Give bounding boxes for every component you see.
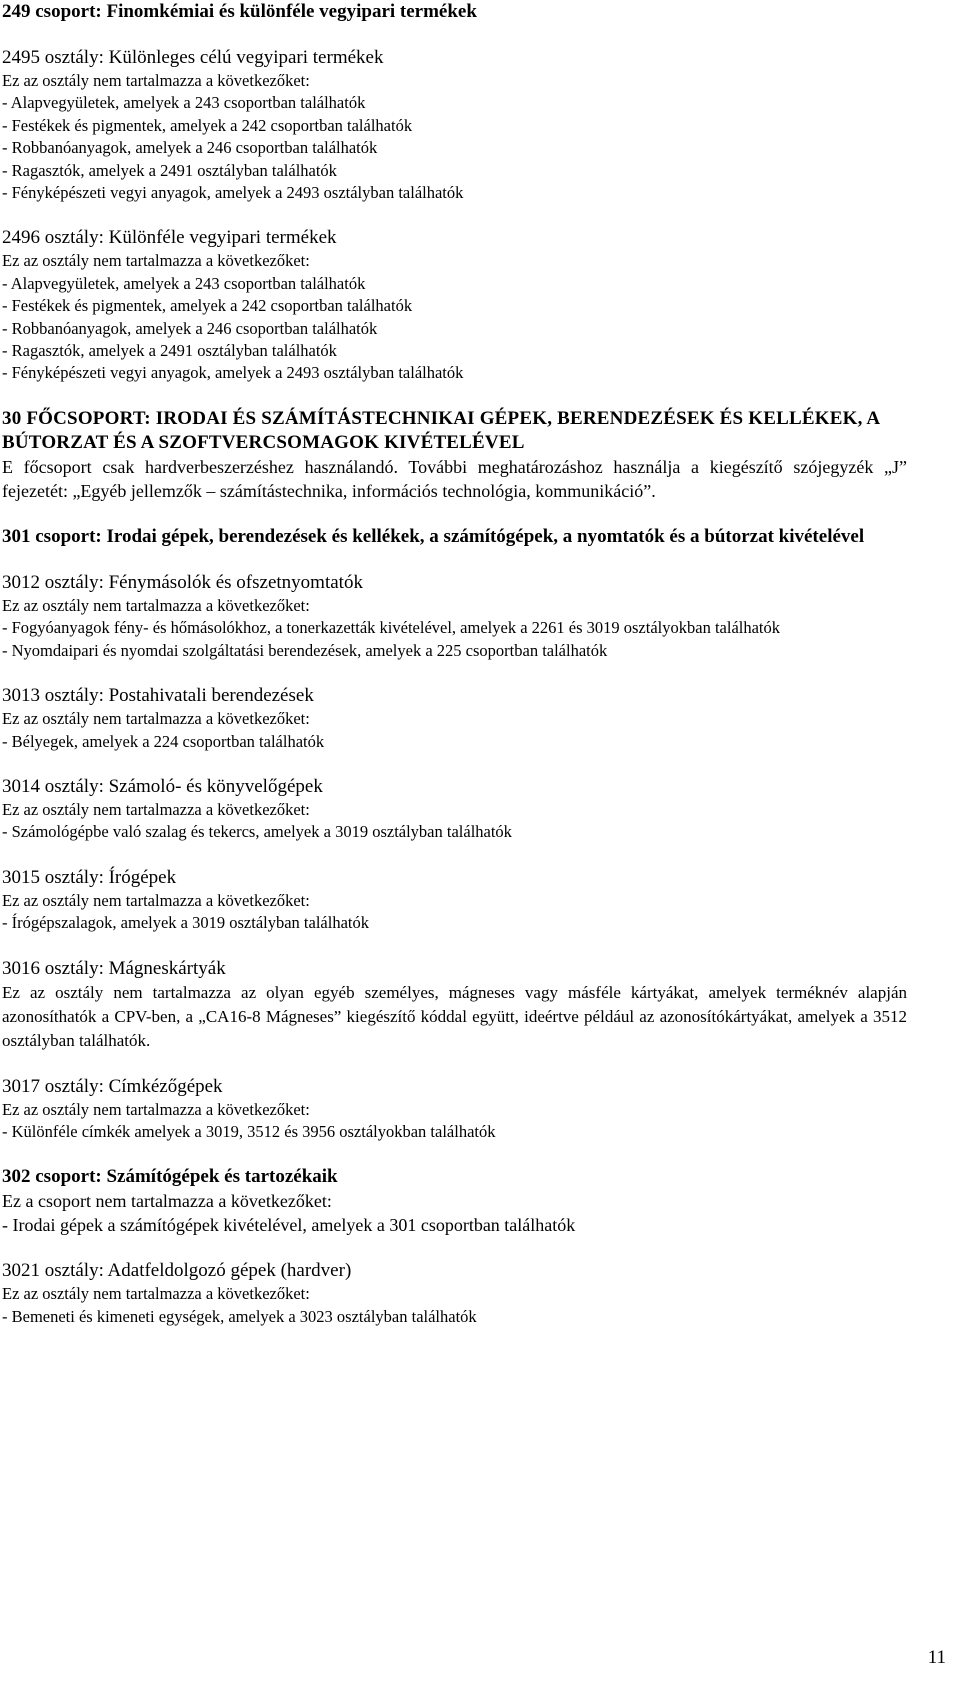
class-3016-section [2, 957, 907, 1053]
class-3014-section [2, 775, 907, 844]
list-item: - Ragasztók, amelyek a 2491 osztályban találhatók [2, 160, 337, 180]
list-item: - Ragasztók, amelyek a 2491 osztályban találhatók [2, 341, 337, 361]
class-3015-intro: Ez az osztály nem tartalmazza a következőket: [2, 890, 310, 910]
list-item: - Alapvegyületek, amelyek a 243 csoportban találhatók [2, 93, 366, 113]
list-item: - Fényképészeti vegyi anyagok, amelyek a 2493 osztályban találhatók [2, 183, 464, 203]
class-3012-heading: 3012 osztály: Fénymásolók és ofszetnyomtatók [2, 571, 363, 593]
list-item: - Nyomdaipari és nyomdai szolgáltatási berendezések, amelyek a 225 csoportban találhatók [2, 640, 608, 660]
class-3013-section [2, 684, 907, 753]
class-3012-intro: Ez az osztály nem tartalmazza a következőket: [2, 595, 310, 615]
class-3016-heading: 3016 osztály: Mágneskártyák [2, 957, 226, 979]
main-group-30-heading: 30 FŐCSOPORT: IRODAI ÉS SZÁMÍTÁSTECHNIKAI GÉPEK, BERENDEZÉSEK ÉS KELLÉKEK, A BÚTORZAT ÉS A SZOFTVERCSOMAGOK KIVÉTELÉVEL [2, 407, 880, 453]
class-2495-intro: Ez az osztály nem tartalmazza a következőket: [2, 71, 310, 90]
class-3014-heading: 3014 osztály: Számoló- és könyvelőgépek [2, 775, 323, 797]
list-item: - Fényképészeti vegyi anyagok, amelyek a 2493 osztályban találhatók [2, 363, 464, 383]
class-3017-heading: 3017 osztály: Címkézőgépek [2, 1075, 223, 1097]
class-3017-intro: Ez az osztály nem tartalmazza a következőket: [2, 1099, 310, 1119]
list-item: - Irodai gépek a számítógépek kivételével, amelyek a 301 csoportban találhatók [2, 1215, 576, 1236]
group-301-heading: 301 csoport: Irodai gépek, berendezések és kellékek, a számítógépek, a nyomtatók és a bútorzat kivételével [2, 525, 865, 547]
list-item: - Írógépszalagok, amelyek a 3019 osztályban találhatók [2, 913, 369, 933]
list-item: - Számológépbe való szalag és tekercs, amelyek a 3019 osztályban találhatók [2, 822, 512, 842]
group-302-intro: Ez a csoport nem tartalmazza a következőket: [2, 1191, 332, 1212]
list-item: - Robbanóanyagok, amelyek a 246 csoportban találhatók [2, 138, 378, 158]
class-3013-intro: Ez az osztály nem tartalmazza a következőket: [2, 709, 310, 729]
class-2495-heading: 2495 osztály: Különleges célú vegyipari termékek [2, 47, 384, 68]
main-group-30-section [2, 407, 907, 503]
class-3016-note: Ez az osztály nem tartalmazza az olyan egyéb személyes, mágneses vagy másféle kártyákat, amelyek terméknév alapján azonosíthatók a CPV-ben, a „CA16-8 Mágneses” kiegészítő kóddal együtt, ideértve például az azonosítókártyákat, amelyek a 3512 osztályban találhatók. [2, 982, 907, 1050]
main-group-30-note: E főcsoport csak hardverbeszerzéshez használandó. További meghatározáshoz használja a kiegészítő szójegyzék „J” fejezetét: „Egyéb jellemzők – számítástechnika, információs technológia, kommunikáció”. [2, 456, 907, 501]
page-number: 11 [927, 1647, 946, 1668]
class-2496-section [2, 226, 907, 384]
class-3012-section [2, 571, 907, 662]
class-3015-heading: 3015 osztály: Írógépek [2, 866, 177, 888]
class-3021-heading: 3021 osztály: Adatfeldolgozó gépek (hardver) [2, 1260, 352, 1282]
group-302-section [2, 1165, 907, 1237]
list-item: - Festékek és pigmentek, amelyek a 242 csoportban találhatók [2, 296, 413, 316]
class-3021-section [2, 1259, 907, 1328]
class-2496-heading: 2496 osztály: Különféle vegyipari termékek [2, 227, 337, 249]
list-item: - Fogyóanyagok fény- és hőmásolókhoz, a tonerkazetták kivételével, amelyek a 2261 és 3019 osztályokban találhatók [2, 618, 781, 638]
group-302-heading: 302 csoport: Számítógépek és tartozékaik [2, 1166, 338, 1188]
list-item: - Bélyegek, amelyek a 224 csoportban találhatók [2, 731, 325, 751]
class-2496-intro: Ez az osztály nem tartalmazza a következőket: [2, 251, 310, 271]
class-2495-section [2, 46, 907, 204]
class-3015-section [2, 866, 907, 935]
class-3013-heading: 3013 osztály: Postahivatali berendezések [2, 685, 314, 707]
list-item: - Robbanóanyagok, amelyek a 246 csoportban találhatók [2, 318, 378, 338]
class-3017-section [2, 1075, 907, 1144]
group-249-heading: 249 csoport: Finomkémiai és különféle vegyipari termékek [2, 1, 477, 22]
list-item: - Alapvegyületek, amelyek a 243 csoportban találhatók [2, 273, 366, 293]
class-3021-intro: Ez az osztály nem tartalmazza a következőket: [2, 1284, 310, 1304]
list-item: - Festékek és pigmentek, amelyek a 242 csoportban találhatók [2, 115, 413, 135]
class-3014-intro: Ez az osztály nem tartalmazza a következőket: [2, 799, 310, 819]
document-page [2, 0, 907, 1328]
list-item: - Különféle címkék amelyek a 3019, 3512 és 3956 osztályokban találhatók [2, 1121, 496, 1141]
list-item: - Bemeneti és kimeneti egységek, amelyek a 3023 osztályban találhatók [2, 1306, 477, 1326]
